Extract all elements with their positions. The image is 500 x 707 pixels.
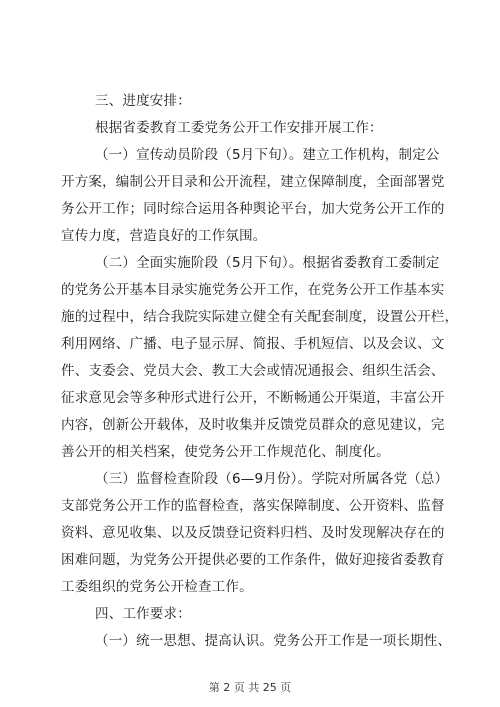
paragraph-line: 件、支委会、党员大会、教工大会或情况通报会、组织生活会、 bbox=[61, 363, 445, 379]
paragraph-line: 支部党务公开工作的监督检查，落实保障制度、公开资料、监督 bbox=[61, 498, 445, 514]
paragraph-line: 根据省委教育工委党务公开工作安排开展工作： bbox=[95, 120, 383, 136]
paragraph-line: 利用网络、广播、电子显示屏、简报、手机短信、以及会议、文 bbox=[61, 336, 445, 352]
paragraph-line: 宣传力度，营造良好的工作氛围。 bbox=[61, 228, 267, 244]
paragraph-line: （一）宣传动员阶段（5月下旬）。建立工作机构，制定公 bbox=[95, 147, 440, 163]
paragraph-line: 善公开的相关档案，使党务公开工作规范化、制度化。 bbox=[61, 444, 390, 460]
paragraph-line: （三）监督检查阶段（6—9月份）。学院对所属各党（总） bbox=[95, 471, 449, 487]
section-heading: 三、进度安排： bbox=[95, 93, 191, 109]
paragraph-line: 的党务公开基本目录实施党务公开工作，在党务公开工作基本实 bbox=[61, 282, 445, 298]
paragraph-line: 开方案，编制公开目录和公开流程，建立保障制度，全面部署党 bbox=[61, 174, 445, 190]
paragraph-line: （二）全面实施阶段（5月下旬）。根据省委教育工委制定 bbox=[95, 255, 440, 271]
paragraph-line: 征求意见会等多种形式进行公开，不断畅通公开渠道，丰富公开 bbox=[61, 390, 445, 406]
paragraph-line: 工委组织的党务公开检查工作。 bbox=[61, 579, 253, 595]
paragraph-line: （一）统一思想、提高认识。党务公开工作是一项长期性、 bbox=[95, 633, 452, 649]
paragraph-line: 资料、意见收集、以及反馈登记资料归档、及时发现解决存在的 bbox=[61, 525, 445, 541]
page-footer: 第 2 页 共 25 页 bbox=[208, 681, 292, 694]
paragraph-line: 务公开工作；同时综合运用各种舆论平台，加大党务公开工作的 bbox=[61, 201, 445, 217]
section-heading: 四、工作要求： bbox=[95, 606, 191, 622]
paragraph-line: 施的过程中，结合我院实际建立健全有关配套制度，设置公开栏， bbox=[61, 309, 459, 325]
paragraph-line: 内容，创新公开载体，及时收集并反馈党员群众的意见建议，完 bbox=[61, 417, 445, 433]
paragraph-line: 困难问题，为党务公开提供必要的工作条件，做好迎接省委教育 bbox=[61, 552, 445, 568]
